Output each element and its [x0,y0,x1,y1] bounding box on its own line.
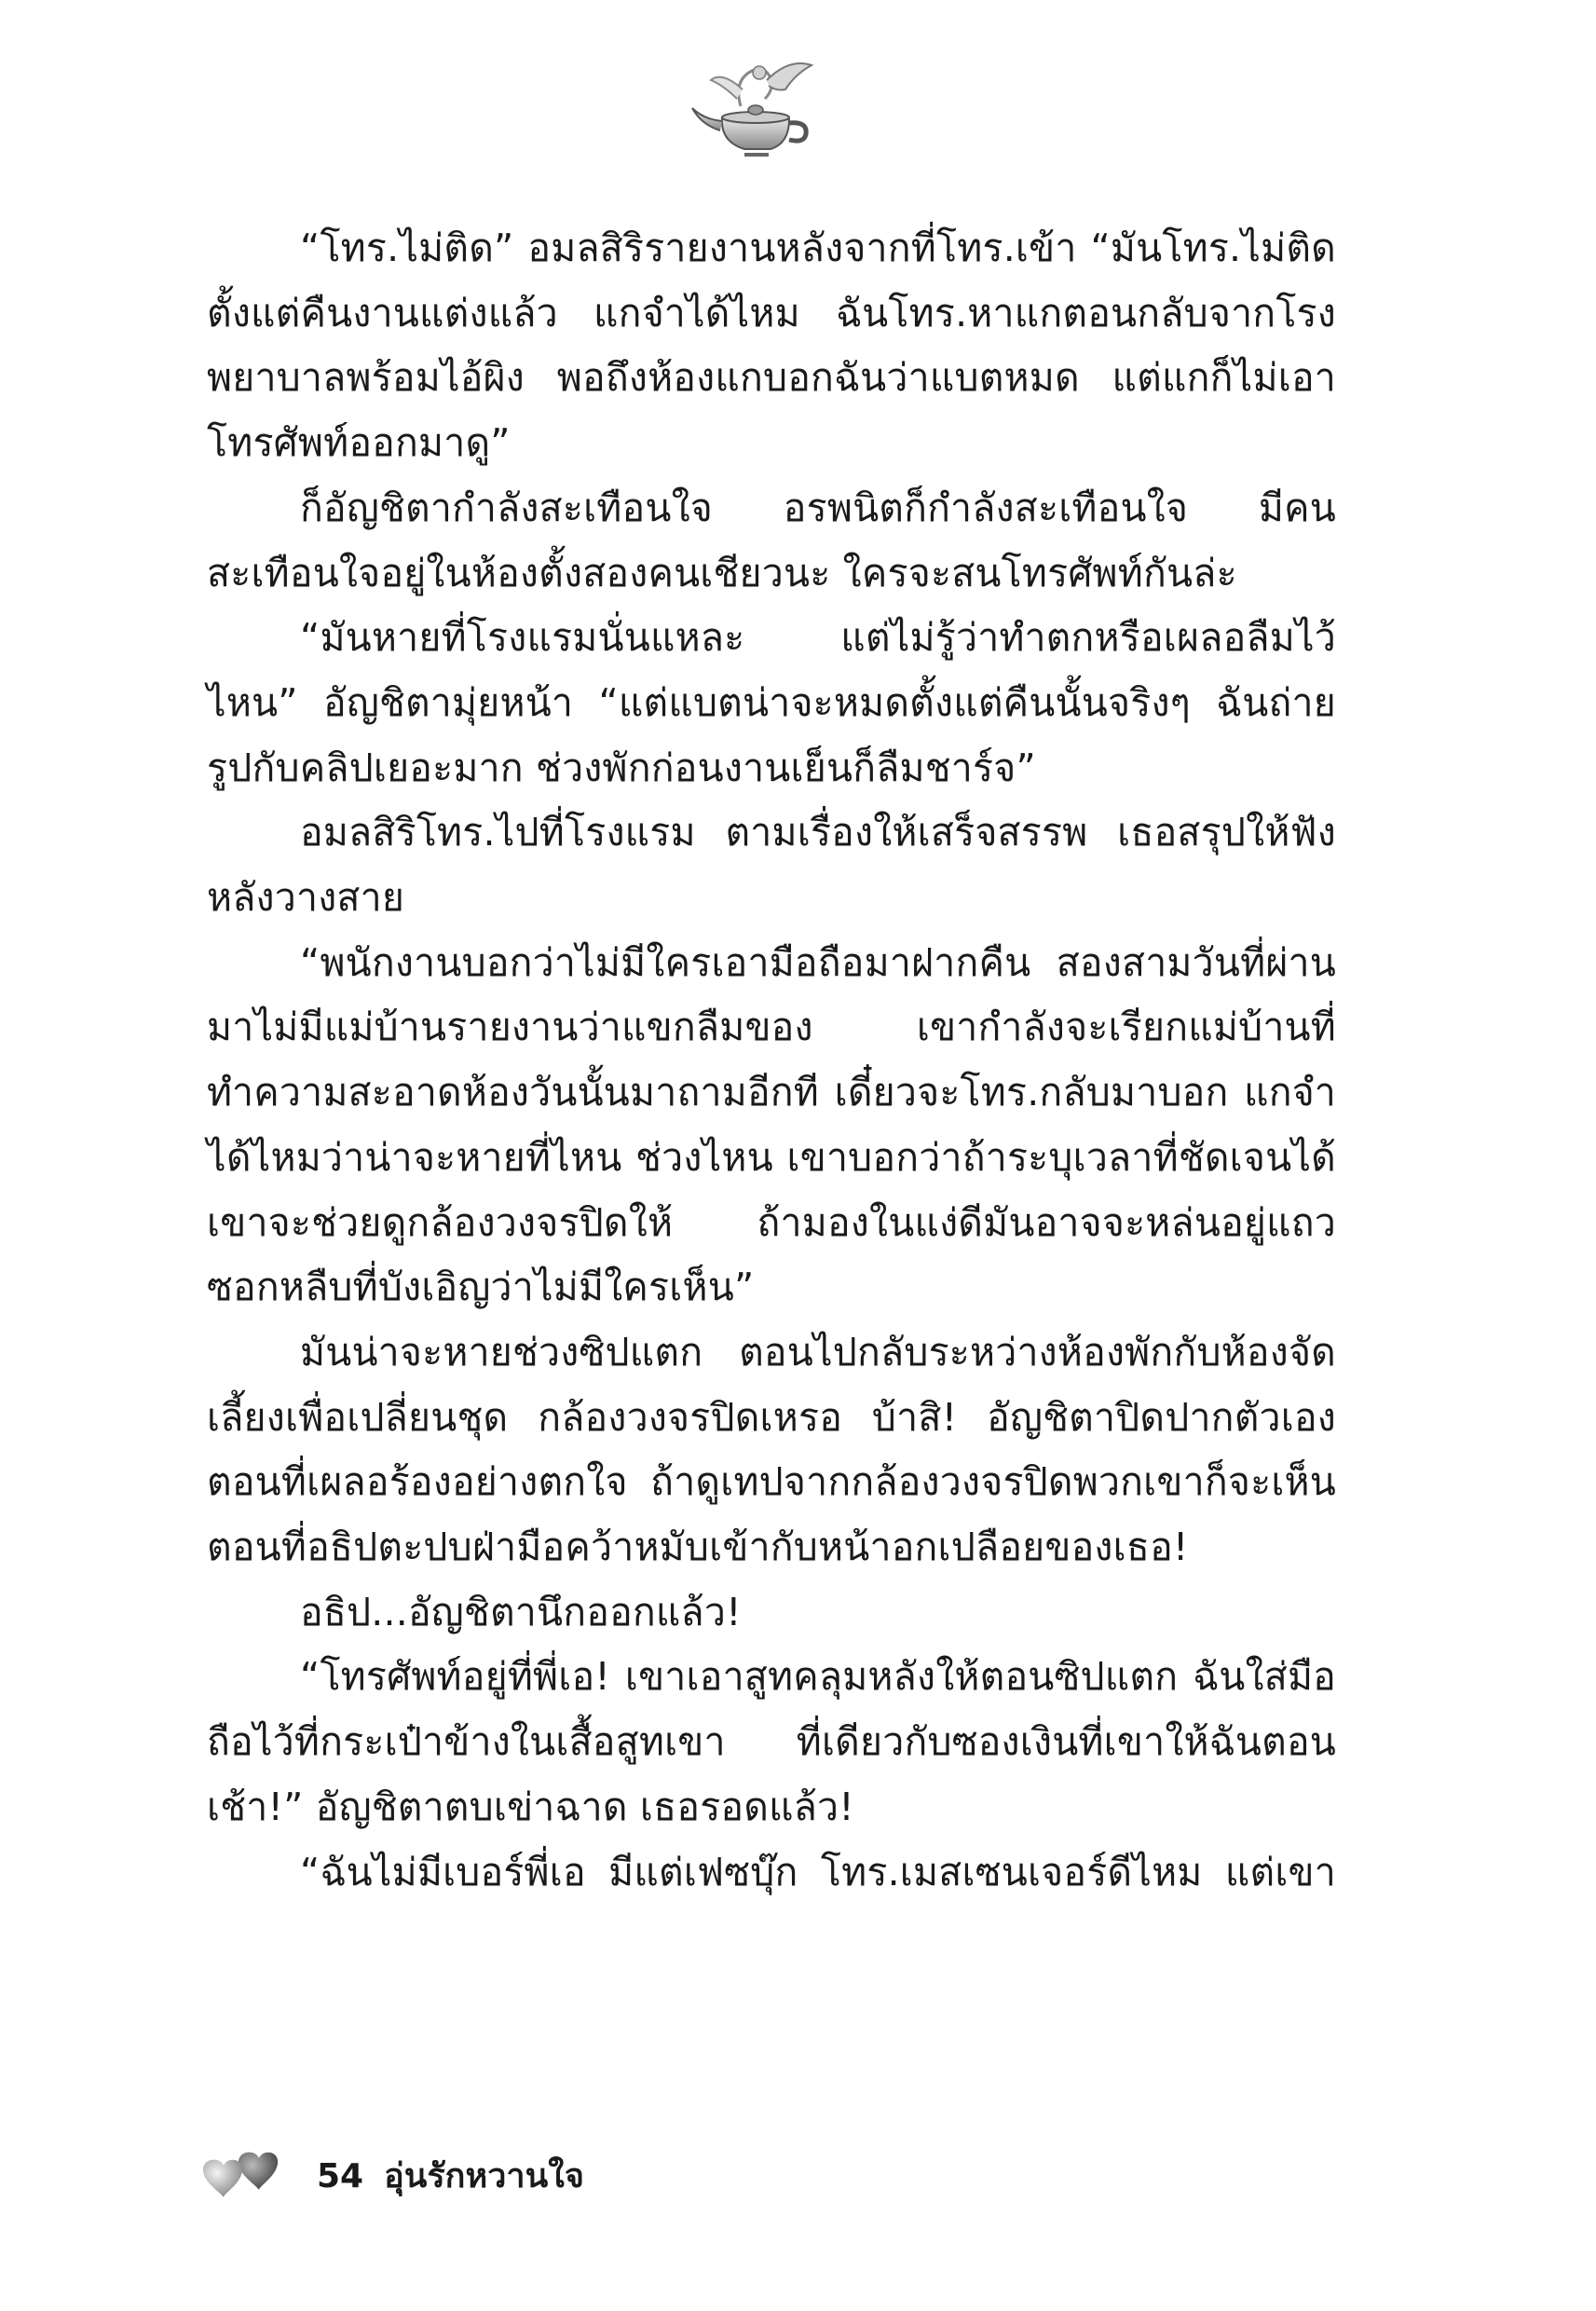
paragraph: “มันหายที่โรงแรมนั่นแหละ แต่ไม่รู้ว่าทำตกหรือเผลอลืมไว้ไหน” อัญชิตามุ่ยหน้า “แต่แบตน่าจะหมดตั้งแต่คืนนั้นจริงๆ ฉันถ่ายรูปกับคลิปเยอะมาก ช่วงพักก่อนงานเย็นก็ลืมชาร์จ” [207,615,1336,790]
paragraph: “โทรศัพท์อยู่ที่พี่เอ! เขาเอาสูทคลุมหลังให้ตอนซิปแตก ฉันใส่มือถือไว้ที่กระเป๋าข้างในเสื้อสูทเขา ที่เดียวกับซองเงินที่เขาให้ฉันตอนเช้า!” อัญชิตาตบเข่าฉาด เธอรอดแล้ว! [207,1654,1336,1829]
book-title: อุ่นรักหวานใจ [384,2157,584,2195]
paragraph: อธิป...อัญชิตานึกออกแล้ว! [300,1589,742,1634]
paragraph: ก็อัญชิตากำลังสะเทือนใจ อรพนิตก็กำลังสะเทือนใจ มีคนสะเทือนใจอยู่ในห้องตั้งสองคนเชียวนะ ใครจะสนโทรศัพท์กันล่ะ [207,485,1336,595]
teapot-angel-ornament-icon [685,52,825,159]
paragraph: “โทร.ไม่ติด” อมลสิริรายงานหลังจากที่โทร.เข้า “มันโทร.ไม่ติดตั้งแต่คืนงานแต่งแล้ว แกจำได้ไหม ฉันโทร.หาแกตอนกลับจากโรงพยาบาลพร้อมไอ้ผิง พอถึงห้องแกบอกฉันว่าแบตหมด แต่แกก็ไม่เอาโทรศัพท์ออกมาดู” [207,226,1336,466]
page-footer [198,2143,850,2199]
paragraph: มันน่าจะหายช่วงซิปแตก ตอนไปกลับระหว่างห้องพักกับห้องจัดเลี้ยงเพื่อเปลี่ยนชุด กล้องวงจรปิดเหรอ บ้าสิ! อัญชิตาปิดปากตัวเองตอนที่เผลอร้องอย่างตกใจ ถ้าดูเทปจากกล้องวงจรปิดพวกเขาก็จะเห็นตอนที่อธิปตะปบฝ่ามือคว้าหมับเข้ากับหน้าอกเปลือยของเธอ! [207,1329,1336,1570]
footer-text [317,2149,605,2202]
paragraph: “พนักงานบอกว่าไม่มีใครเอามือถือมาฝากคืน สองสามวันที่ผ่านมาไม่มีแม่บ้านรายงานว่าแขกลืมของ เขากำลังจะเรียกแม่บ้านที่ทำความสะอาดห้องวันนั้นมาถามอีกที เดี๋ยวจะโทร.กลับมาบอก แกจำได้ไหมว่าน่าจะหายที่ไหน ช่วงไหน เขาบอกว่าถ้าระบุเวลาที่ชัดเจนได้เขาจะช่วยดูกล้องวงจรปิดให้ ถ้ามองในแง่ดีมันอาจจะหล่นอยู่แถวซอกหลืบที่บังเอิญว่าไม่มีใครเห็น” [207,939,1336,1310]
hearts-icon [198,2143,281,2199]
paragraph: อมลสิริโทร.ไปที่โรงแรม ตามเรื่องให้เสร็จสรรพ เธอสรุปให้ฟังหลังวางสาย [207,810,1336,921]
body-text [207,216,1336,1905]
paragraph: “ฉันไม่มีเบอร์พี่เอ มีแต่เฟซบุ๊ก โทร.เมสเซนเจอร์ดีไหม แต่เขา [300,1849,1336,1894]
page-number: 54 [317,2157,364,2195]
